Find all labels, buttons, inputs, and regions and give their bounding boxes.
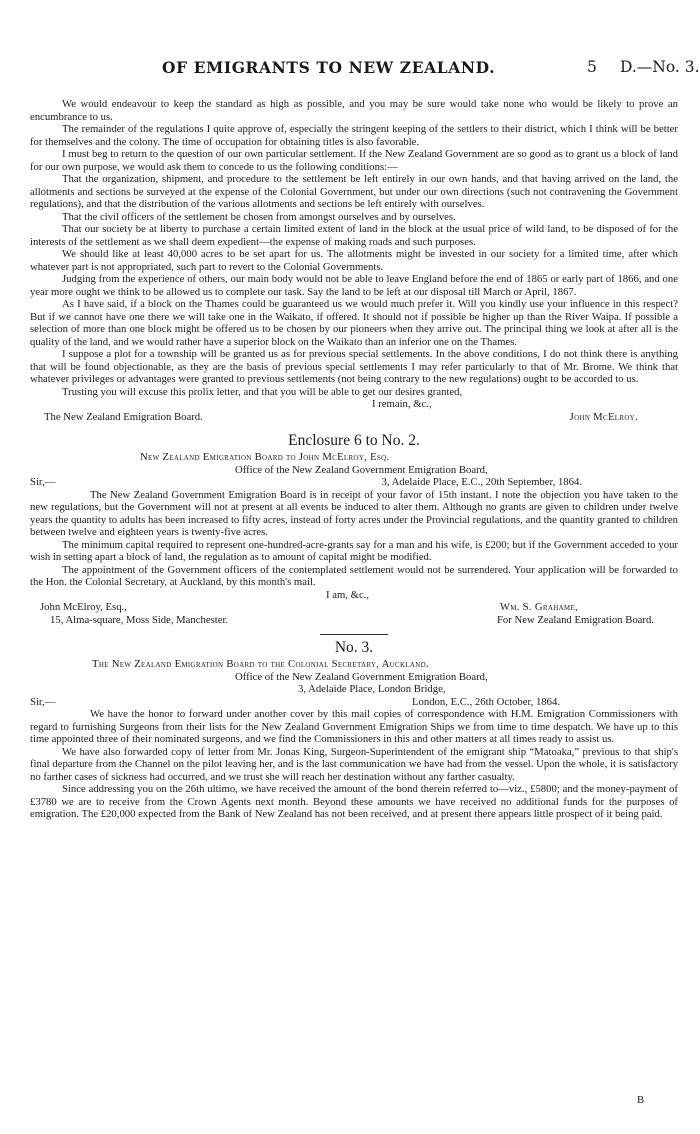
letter-closing: I remain, &c., [372, 398, 432, 410]
paragraph: That the organization, shipment, and procedure to the settlement be left entirely in our own hands, and that having arrived on the land, the allotments and sections be surveyed at the expense of the Colonial Government, but under our own directions (such not contravening the Government regulations), and that the distribution of the various allotments and sections be left entirely with ourselves. [30, 173, 678, 210]
paragraph: I suppose a plot for a township will be granted us as for previous special settlements. In the above conditions, I do not think there is anything that will be found objectionable, as they are the basis of previous special settlements I may refer particularly to that of Mr. Brome. We think that whatever privileges or advantages were granted to previous settlements (not being contrary to the new regulations) ought to be accorded to us. [30, 348, 678, 385]
document-body [30, 98, 678, 821]
office-line: 3, Adelaide Place, London Bridge, [298, 683, 446, 695]
section-divider [320, 634, 388, 635]
office-date-line: 3, Adelaide Place, E.C., 20th September, 1864. [381, 476, 582, 488]
signature-role: For New Zealand Emigration Board. [496, 613, 654, 626]
recipient-address: 15, Alma-square, Moss Side, Manchester. [50, 613, 229, 626]
paragraph: I must beg to return to the question of our own particular settlement. If the New Zealand Government are so good as to grant us a block of land for our own purpose, we would ask them to concede to us the following conditions:— [30, 148, 678, 173]
paragraph: The appointment of the Government officers of the contemplated settlement would not be surrendered. Your application will be forwarded to the Hon. the Colonial Secretary, at Auckland, by this month's mail. [30, 563, 678, 588]
signature-mark: B [637, 1094, 645, 1106]
letter-mcelroy [30, 98, 678, 423]
letter-no3 [30, 638, 678, 821]
office-date-line: London, E.C., 26th October, 1864. [412, 695, 560, 708]
enclosure-6 [30, 431, 678, 626]
paragraph: Since addressing you on the 26th ultimo, we have received the amount of the bond therein referred to—viz., £5800; and the money-payment of £3780 we are to receive from the Crown Agents next month. Beyond these amounts we have received no additional funds for the purposes of emigration. The £20,000 expected from the Bank of New Zealand has not been received, and at present there appears little prospect of it being paid. [30, 783, 678, 820]
signature-row [30, 601, 678, 614]
paragraph: We have the honor to forward under another cover by this mail copies of correspondence with H.M. Emigration Commissioners with regard to furnishing Surgeons from their lists for the New Zealand Government Emigration Ships we from time to time despatch. We have up to this time appointed three of their nominated surgeons, and we find the Commissioners in this and other matters at all times ready to assist us. [30, 708, 678, 745]
paragraph: That the civil officers of the settlement be chosen from amongst ourselves and by ourselves. [62, 210, 456, 223]
salutation-row [30, 476, 678, 489]
document-reference: D.—No. 3. [620, 58, 700, 76]
paragraph: The minimum capital required to represent one-hundred-acre-grants say for a man and his wife, is £200; but if the Government acceded to your wish in setting apart a block of land, the regulation as to amount of capital might be modified. [30, 538, 678, 563]
paragraph: As I have said, if a block on the Thames could be guaranteed us we would much prefer it. Will you kindly use your influence in this respect? But if we cannot have one there we will take one in the Waikato, if offered. It should not if possible be higher up than the River Waipa. If possible a selection of more than one block might be offered us to be chosen by our pioneers when they arrive out. The principal thing we look at after all is the quality of the land, and we would rather have a superior block on the Waikato than an inferior one on the Thames. [30, 298, 678, 348]
addressee: The New Zealand Emigration Board. [44, 410, 203, 423]
office-line: Office of the New Zealand Government Emigration Board, [235, 670, 488, 683]
paragraph: Trusting you will excuse this prolix letter, and that you will be able to get our desires granted, [62, 385, 463, 398]
signature-row [30, 614, 678, 627]
paragraph: The New Zealand Government Emigration Board is in receipt of your favor of 15th instant. I note the objection you have taken to the new regulations, but the Government will not at present at all events be induced to alter them. Although no grants are given to children under twelve years the quantity to adults has been increased to fifty acres, instead of forty acres under the Provincial regulations, and the quantity granted to children between twelve and eighteen years is twenty-five acres. [30, 488, 678, 538]
letter-subtitle: The New Zealand Emigration Board to the Colonial Secretary, Auckland. [92, 658, 429, 670]
page-header [0, 58, 700, 84]
enclosure-subtitle: New Zealand Emigration Board to John McElroy, Esq. [140, 451, 390, 463]
enclosure-title: Enclosure 6 to No. 2. [288, 432, 420, 449]
running-title: OF EMIGRANTS TO NEW ZEALAND. [162, 58, 496, 77]
signature: Wm. S. Grahame, [499, 601, 578, 613]
salutation-row [30, 696, 678, 709]
letter-closing: I am, &c., [326, 588, 370, 601]
office-line: Office of the New Zealand Government Emigration Board, [235, 463, 488, 476]
paragraph: We would endeavour to keep the standard as high as possible, and you may be sure would take none who would be likely to prove an encumbrance to us. [30, 98, 678, 123]
paragraph: The remainder of the regulations I quite approve of, especially the stringent keeping of the settlers to their district, which I think will be better for themselves and the colony. The time of occupation for obtaining titles is also favorable. [30, 123, 678, 148]
paragraph: We should like at least 40,000 acres to be set apart for us. The allotments might be invested in our society for a limited time, after which whatever part is not appropriated, such part to revert to the Colonial Governments. [30, 248, 678, 273]
letter-title: No. 3. [334, 639, 374, 656]
salutation: Sir,— [30, 476, 56, 488]
signature-row [30, 411, 678, 424]
salutation: Sir,— [30, 695, 56, 708]
page-number: 5 [587, 58, 597, 76]
paragraph: That our society be at liberty to purchase a certain limited extent of land in the block at the usual price of wild land, to be disposed of for the interests of the settlement as we shall deem expedient—the expense of making roads and such purposes. [30, 223, 678, 248]
paragraph: Judging from the experience of others, our main body would not be able to leave England before the end of 1865 or early part of 1866, and one year more ought we think to be allowed us to complete our task. Say the land to be left at our disposal till March or April, 1867. [30, 273, 678, 298]
paragraph: We have also forwarded copy of letter from Mr. Jonas King, Surgeon-Superintendent of the emigrant ship “Matoaka,” previous to that ship's final departure from the Channel on the pilot leaving her, and is the last communication we have had from the vessel. Upon the whole, it is satisfactory no farther cases of sickness had occurred, and we trust she will reach her destination without any farther casualty. [30, 745, 678, 783]
signature: John McElroy. [569, 410, 638, 423]
recipient-name: John McElroy, Esq., [40, 601, 127, 613]
